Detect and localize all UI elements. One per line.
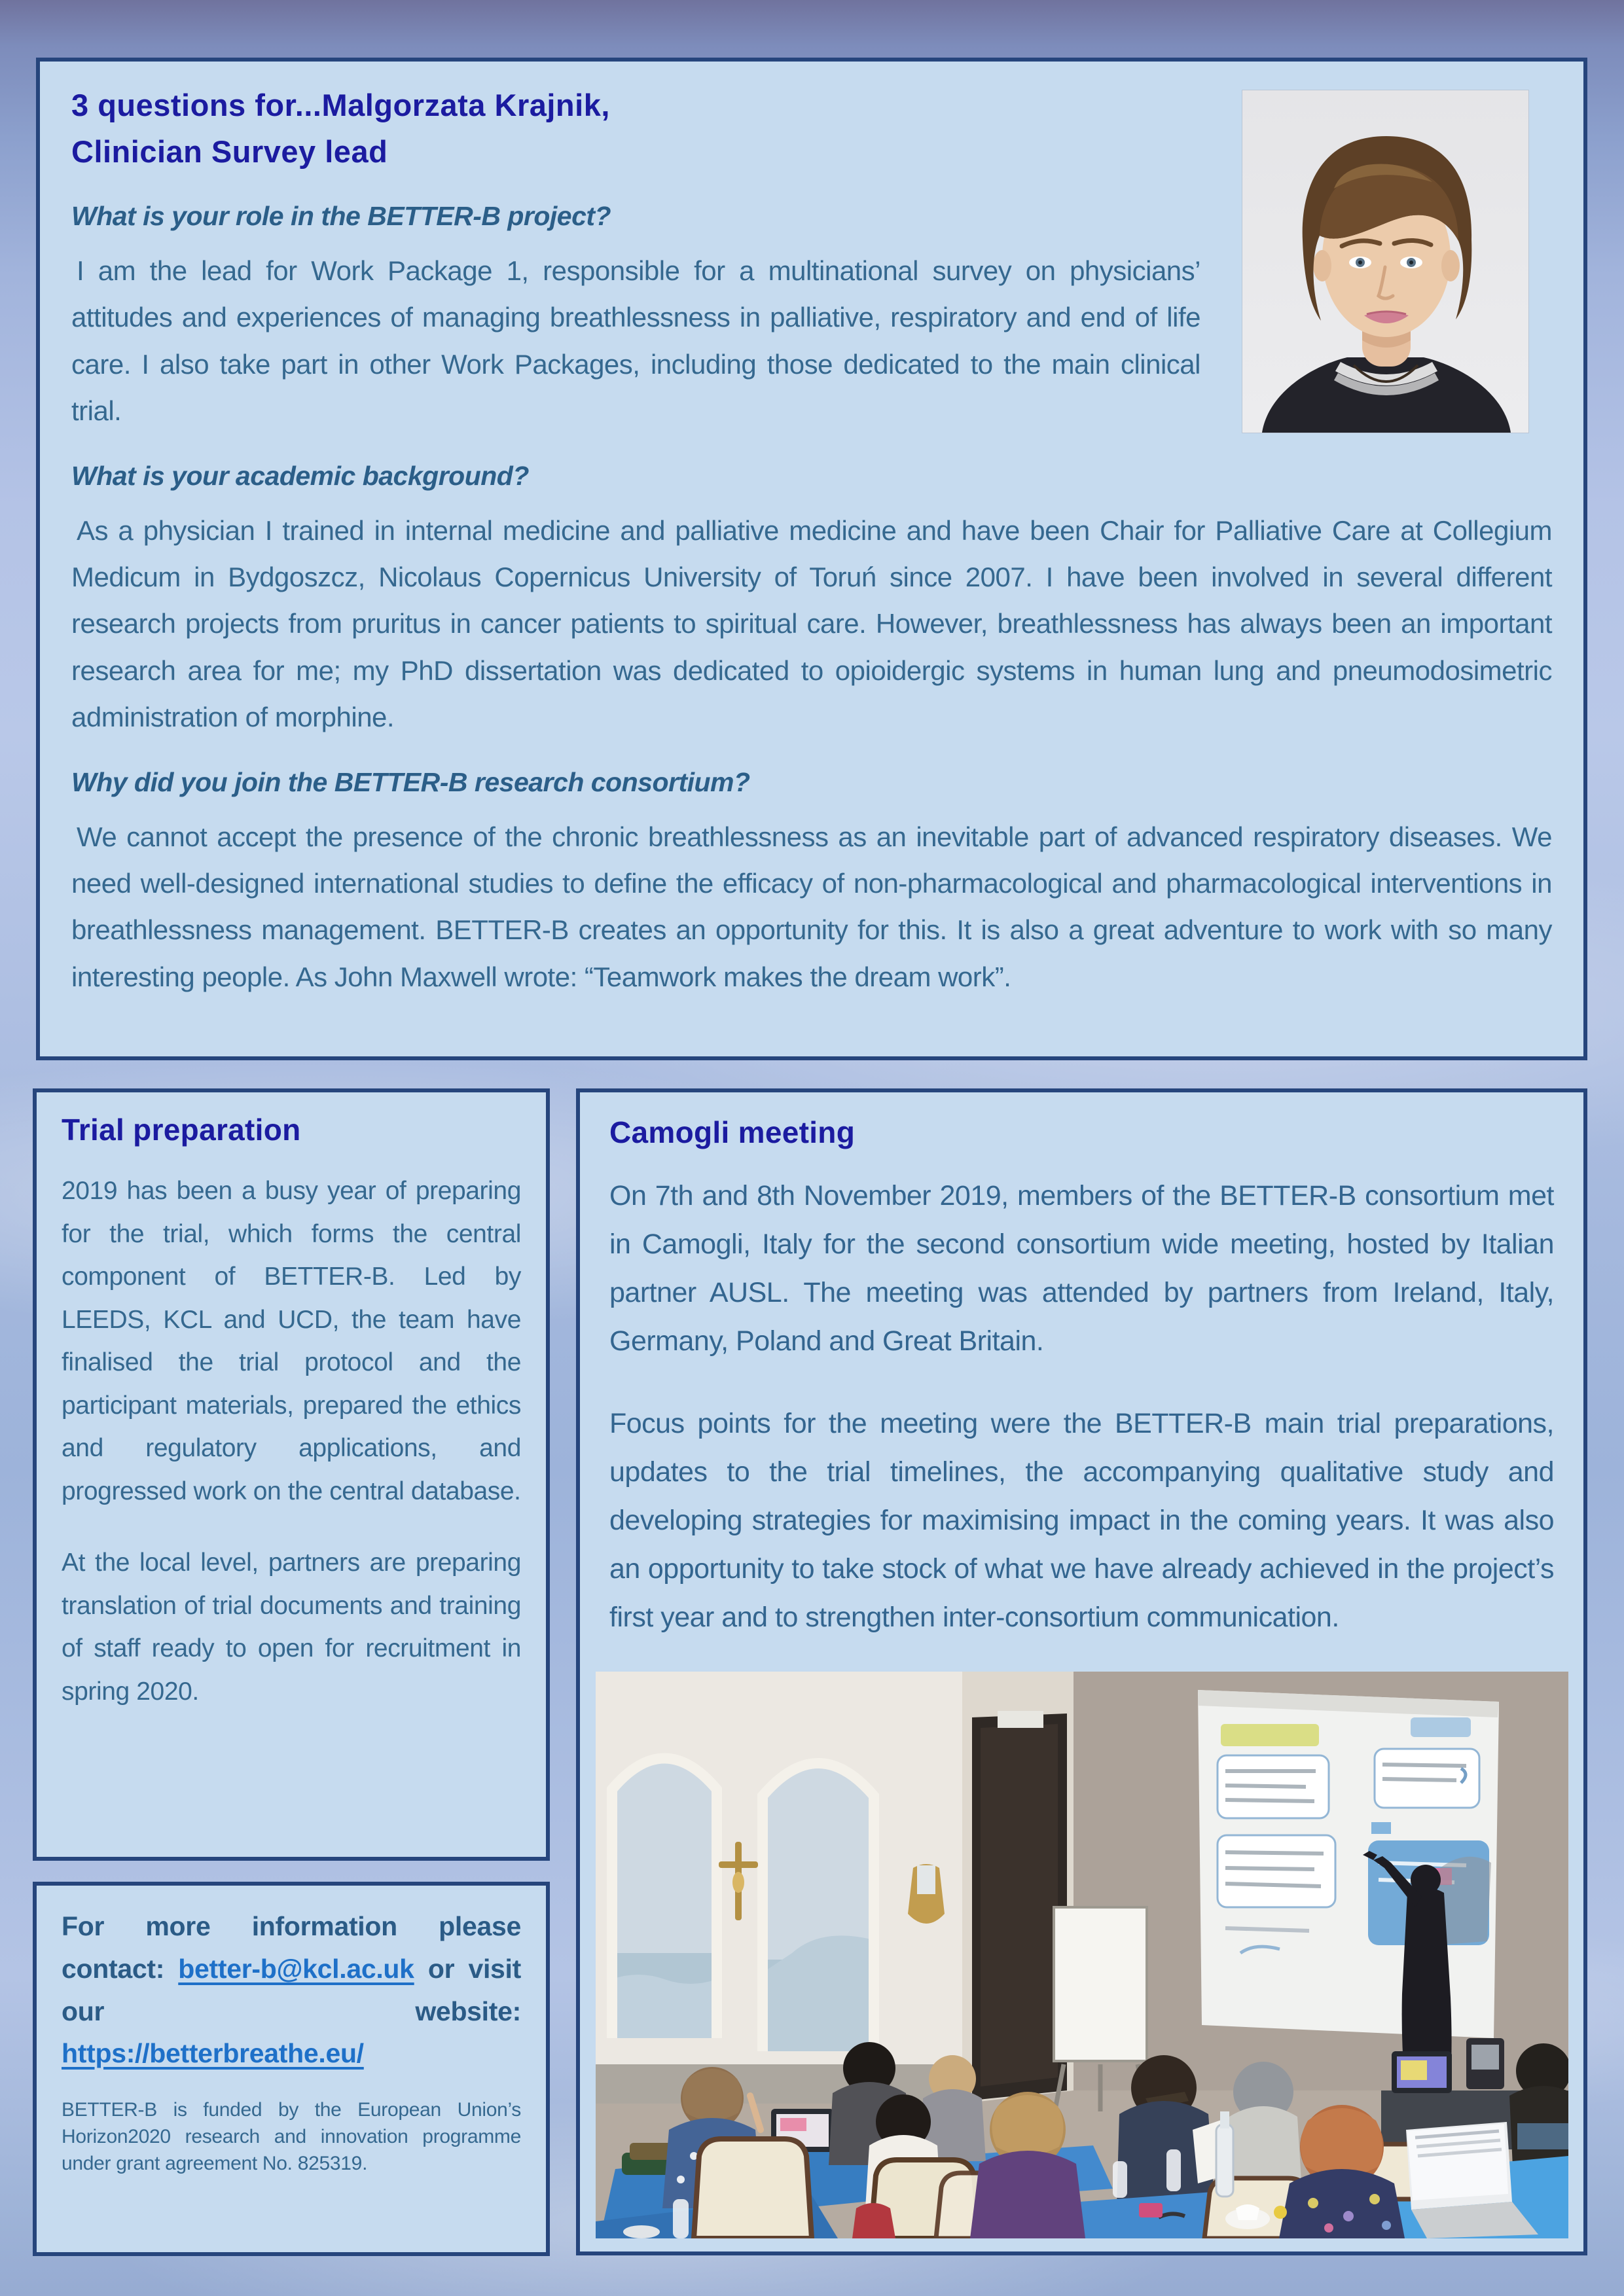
funding-note: BETTER-B is funded by the European Union’s Horizon2020 research and innovation programme under grant agreement No. 825319. xyxy=(62,2099,521,2174)
contact-email-link[interactable]: better-b@kcl.ac.uk xyxy=(178,1953,414,1984)
trial-paragraph-2: At the local level, partners are preparing translation of trial documents and training of staff ready to open for recruitment in spring 2020. xyxy=(62,1549,521,1706)
portrait-photo xyxy=(1242,90,1528,433)
answer-consortium: We cannot accept the presence of the chronic breathlessness as an inevitable part of advanced respiratory diseases. We need well-designed international studies to define the efficacy of non-pharmacological and pharmacological interventions in breathlessness management. BETTER-B creates an opportunity for this. It is also a great adventure to work with so many interesting people. As John Maxwell wrote: “Teamwork makes the dream work”. xyxy=(71,821,1552,992)
interview-title-line2: Clinician Survey lead xyxy=(71,134,388,169)
question-consortium: Why did you join the BETTER-B research consortium? xyxy=(71,766,750,797)
camogli-meeting-panel xyxy=(576,1088,1587,2255)
meeting-photo xyxy=(596,1672,1568,2238)
contact-panel xyxy=(33,1882,550,2256)
answer-role: I am the lead for Work Package 1, responsible for a multinational survey on physicians’ attitudes and experiences of managing breathlessness in palliative, respiratory and end of life care. I also take part in other Work Packages, including those dedicated to the main clinical trial. xyxy=(71,255,1200,427)
contact-mid-text: or visit our website: xyxy=(62,1953,521,2026)
contact-lead-text: For more information please contact: xyxy=(62,1911,521,1984)
camogli-meeting-title: Camogli meeting xyxy=(609,1115,856,1149)
camogli-paragraph-2: Focus points for the meeting were the BETTER-B main trial preparations, updates to the trial timelines, the accompanying qualitative study and developing strategies for maximising impact in the coming years. It was also an opportunity to take stock of what we have already achieved in the project’s first year and to strengthen inter-consortium communication. xyxy=(609,1407,1554,1633)
answer-background: As a physician I trained in internal medicine and palliative medicine and have been Chair for Palliative Care at Collegium Medicum in Bydgoszcz, Nicolaus Copernicus University of Toruń since 2007. I have been involved in several different research projects from pruritus in cancer patients to spiritual care. However, breathlessness has always been an important research area for me; my PhD dissertation was dedicated to opioidergic systems in human lung and pneumodosimetric administration of morphine. xyxy=(71,514,1552,733)
trial-preparation-panel xyxy=(33,1088,550,1861)
trial-preparation-title: Trial preparation xyxy=(62,1113,301,1147)
website-link[interactable]: https://betterbreathe.eu/ xyxy=(62,2038,364,2069)
contact-text xyxy=(62,1905,521,2075)
trial-paragraph-1: 2019 has been a busy year of preparing for the trial, which forms the central component of BETTER-B. Led by LEEDS, KCL and UCD, the team have finalised the trial protocol and the participant materials, prepared the ethics and regulatory applications, and progressed work on the central database. xyxy=(62,1177,521,1505)
portrait-illustration xyxy=(1242,90,1528,433)
question-background: What is your academic background? xyxy=(71,460,529,491)
question-role: What is your role in the BETTER-B project? xyxy=(71,201,611,231)
meeting-illustration xyxy=(596,1672,1568,2238)
interview-panel xyxy=(36,58,1587,1060)
camogli-paragraph-1: On 7th and 8th November 2019, members of the BETTER-B consortium met in Camogli, Italy for the second consortium wide meeting, hosted by Italian partner AUSL. The meeting was attended by partners from Ireland, Italy, Germany, Poland and Great Britain. xyxy=(609,1180,1554,1357)
interview-title-line1: 3 questions for...Malgorzata Krajnik, xyxy=(71,88,610,122)
